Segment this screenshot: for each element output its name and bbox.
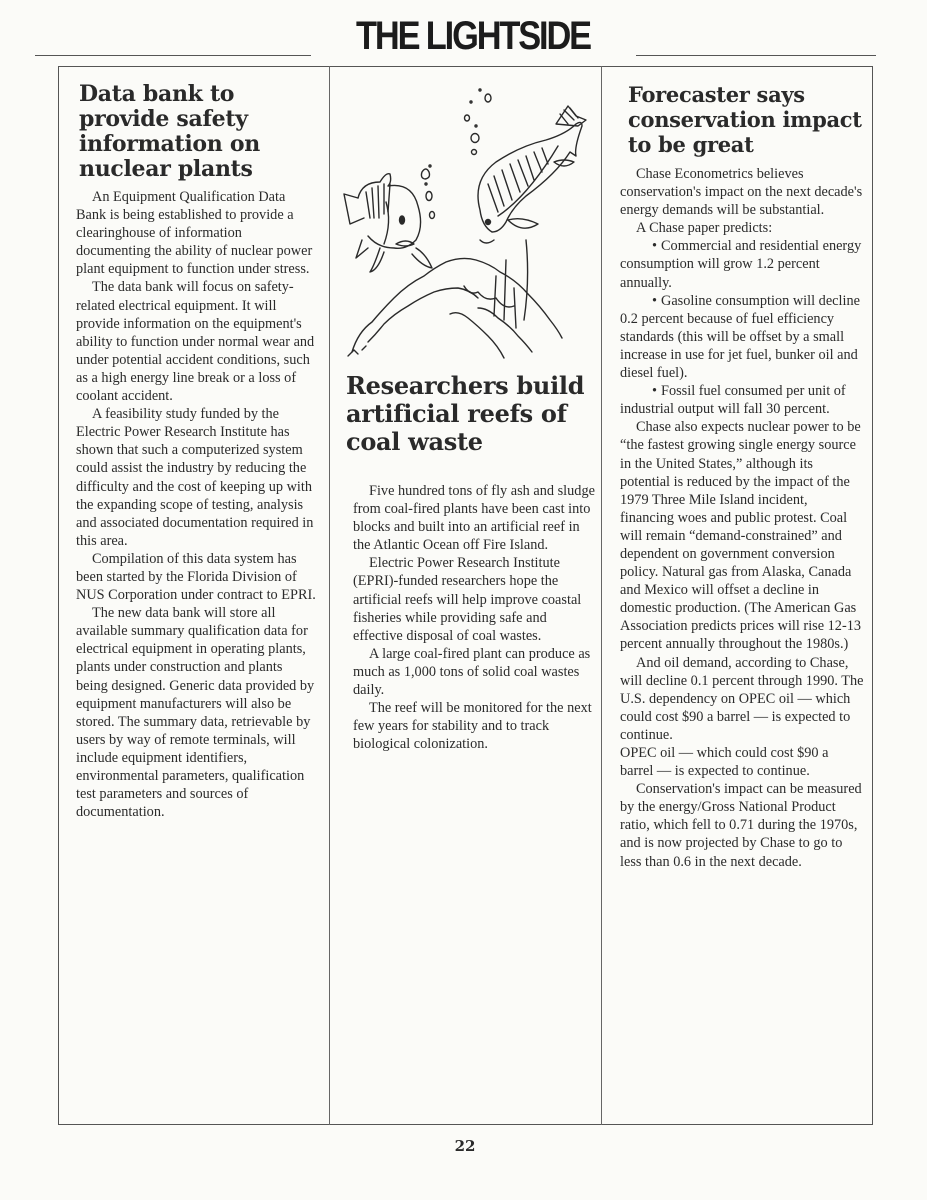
bullet-item: • Gasoline consumption will decline 0.2 percent because of fuel efficiency standards (this will be offset by a small increase in use for jet fuel, bunker oil and diesel fuel). bbox=[620, 292, 860, 382]
article-headline: Data bank to provide safety information on nuclear plants bbox=[79, 81, 260, 182]
paragraph: Electric Power Research Institute (EPRI)-funded researchers hope the artificial reefs will help improve coastal fisheries while providing safe and effective disposal of coal wastes. bbox=[353, 555, 582, 644]
article-body bbox=[620, 165, 865, 871]
paragraph: Compilation of this data system has been started by the Florida Division of NUS Corporation under contract to EPRI. bbox=[76, 550, 316, 604]
publication-title: THE LIGHTSIDE bbox=[356, 14, 590, 58]
repeated-paragraph-fragment: OPEC oil — which could cost $90 a barrel — is expected to continue. bbox=[620, 745, 829, 780]
paragraph: Conservation's impact can be measured by the energy/Gross National Product ratio, which fell to 0.71 during the 1970s, and is now projected by Chase to go to less than 0.6 in the next decade. bbox=[620, 781, 862, 870]
article-conservation-forecast bbox=[620, 82, 865, 871]
bullet-icon: • bbox=[652, 383, 658, 400]
fish-left-icon bbox=[344, 174, 432, 272]
bullet-icon: • bbox=[652, 238, 658, 255]
masthead-rule-right bbox=[636, 55, 876, 56]
article-artificial-reefs bbox=[346, 372, 596, 753]
page-number: 22 bbox=[454, 1137, 476, 1155]
article-headline: Researchers build artificial reefs of coal waste bbox=[346, 371, 585, 456]
fish-right-icon bbox=[478, 106, 586, 243]
bubbles-icon bbox=[421, 89, 491, 219]
paragraph: An Equipment Qualification Data Bank is being established to provide a clearinghouse of information documenting the ability of nuclear power plant equipment to function under stress. bbox=[76, 189, 313, 278]
bullet-icon: • bbox=[652, 292, 658, 309]
masthead-rule-left bbox=[35, 55, 311, 56]
bullet-item: • Commercial and residential energy consumption will grow 1.2 percent annually. bbox=[620, 238, 862, 291]
paragraph: The new data bank will store all available summary qualification data for electrical equipment in operating plants, plants under construction and plants being designed. Generic data provided by equipment manufacturers will also be stored. The summary data, retrievable by users by way of remote terminals, will include equipment identifiers, environmental parameters, qualification test parameters and sources of documentation. bbox=[76, 605, 315, 821]
bullet-item: • Fossil fuel consumed per unit of industrial output will fall 30 percent. bbox=[620, 383, 846, 418]
paragraph: And oil demand, according to Chase, will decline 0.1 percent through 1990. The U.S. dependency on OPEC oil — which could cost $90 a barrel — is expected to continue. bbox=[620, 654, 864, 743]
paragraph: A Chase paper predicts: bbox=[636, 220, 773, 237]
column-divider-2 bbox=[601, 66, 602, 1125]
paragraph: The data bank will focus on safety-related electrical equipment. It will provide information on the equipment's ability to function under normal wear and under potential accident conditions, such as a high energy line break or a loss of coolant accident. bbox=[76, 279, 315, 405]
paragraph: Five hundred tons of fly ash and sludge from coal-fired plants have been cast into blocks and built into an artificial reef in the Atlantic Ocean off Fire Island. bbox=[353, 483, 595, 554]
article-body bbox=[346, 482, 596, 753]
article-data-bank bbox=[76, 82, 316, 821]
reef-icon bbox=[348, 240, 562, 358]
paragraph: Chase also expects nuclear power to be “the fastest growing single energy source in the United States,” although its potential is reduced by the impact of the 1979 Three Mile Island incident, financing woes and public protest. Coal will remain “demand-constrained” and dependent on government conversion policy. Natural gas from Alaska, Canada and Mexico will offset a decline in domestic production. (The American Gas Association predicts prices will rise 12-13 percent annually throughout the 1980s.) bbox=[620, 419, 862, 653]
article-body bbox=[76, 188, 316, 821]
paragraph: Chase Econometrics believes conservation's impact on the next decade's energy demands will be substantial. bbox=[620, 166, 863, 219]
column-divider-1 bbox=[329, 66, 330, 1125]
paragraph: A feasibility study funded by the Electric Power Research Institute has shown that such a computerized system could assist the industry by reducing the difficulty and the cost of keeping up with the expanding scope of testing, analysis and associated documentation required in this area. bbox=[76, 406, 314, 549]
paragraph: A large coal-fired plant can produce as much as 1,000 tons of solid coal wastes daily. bbox=[353, 645, 591, 699]
fish-reef-illustration bbox=[338, 80, 593, 360]
masthead bbox=[0, 8, 927, 62]
paragraph: The reef will be monitored for the next few years for stability and to track biological colonization. bbox=[353, 700, 592, 753]
article-headline: Forecaster says conservation impact to be great bbox=[628, 82, 862, 157]
